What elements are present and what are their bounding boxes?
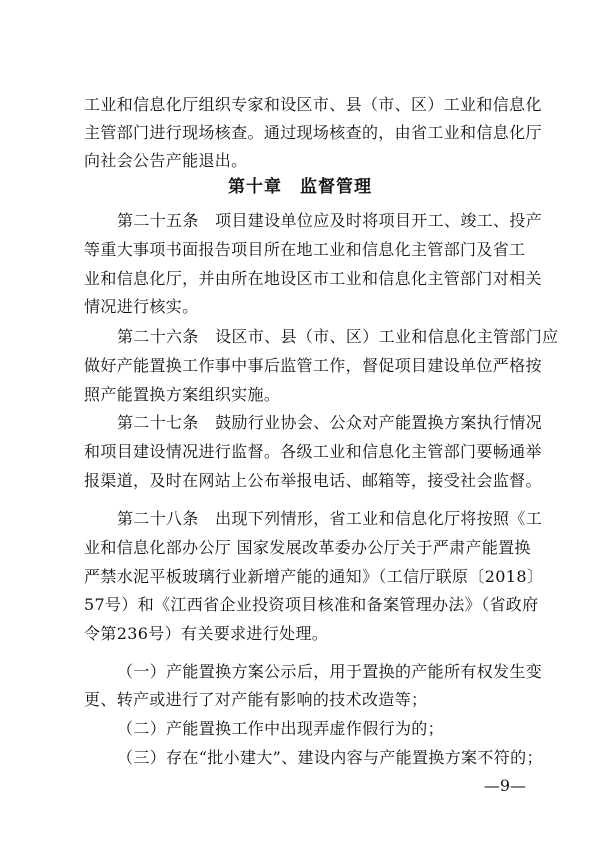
list-item-line: （二）产能置换工作中出现弄虚作假行为的； [117, 719, 445, 738]
article-28-line: 第二十八条 出现下列情形，省工业和信息化厅将按照《工 [117, 509, 543, 528]
article-28-line: 严禁水泥平板玻璃行业新增产能的通知》（工信厅联原〔2018〕 [84, 567, 544, 586]
body-text-line: 主管部门进行现场核查。通过现场核查的，由省工业和信息化厅 [84, 123, 542, 142]
article-27-line: 报渠道，及时在网站上公布举报电话、邮箱等，接受社会监督。 [84, 471, 542, 490]
article-25-line: 等重大事项书面报告项目所在地工业和信息化主管部门及省工 [84, 240, 526, 259]
chapter-heading: 第十章 监督管理 [228, 177, 372, 197]
article-26-line: 照产能置换方案组织实施。 [84, 385, 281, 404]
list-item-line: 更、转产或进行了对产能有影响的技术改造等； [84, 690, 428, 709]
article-26-line: 第二十六条 设区市、县（市、区）工业和信息化主管部门应 [117, 327, 559, 346]
article-28-line: 令第236号）有关要求进行处理。 [84, 624, 329, 643]
list-item-line: （三）存在“批小建大”、建设内容与产能置换方案不符的； [117, 748, 543, 767]
article-28-line: 57号）和《江西省企业投资项目核准和备案管理办法》（省政府 [84, 595, 539, 614]
page-number: —9— [483, 776, 526, 795]
article-27-line: 和项目建设情况进行监督。各级工业和信息化主管部门要畅通举 [84, 442, 542, 461]
article-25-line: 业和信息化厅，并由所在地设区市工业和信息化主管部门对相关 [84, 269, 542, 288]
article-25-line: 情况进行核实。 [84, 297, 199, 316]
article-25-line: 第二十五条 项目建设单位应及时将项目开工、竣工、投产 [117, 211, 543, 230]
article-27-line: 第二十七条 鼓励行业协会、公众对产能置换方案执行情况 [117, 413, 543, 432]
article-28-line: 业和信息化部办公厅 国家发展改革委办公厅关于严肃产能置换 [84, 538, 531, 557]
body-text-line: 向社会公告产能退出。 [84, 151, 248, 170]
list-item-line: （一）产能置换方案公示后，用于置换的产能所有权发生变 [117, 662, 543, 681]
article-26-line: 做好产能置换工作事中事后监管工作，督促项目建设单位严格按 [84, 356, 542, 375]
body-text-line: 工业和信息化厅组织专家和设区市、县（市、区）工业和信息化 [84, 95, 542, 114]
